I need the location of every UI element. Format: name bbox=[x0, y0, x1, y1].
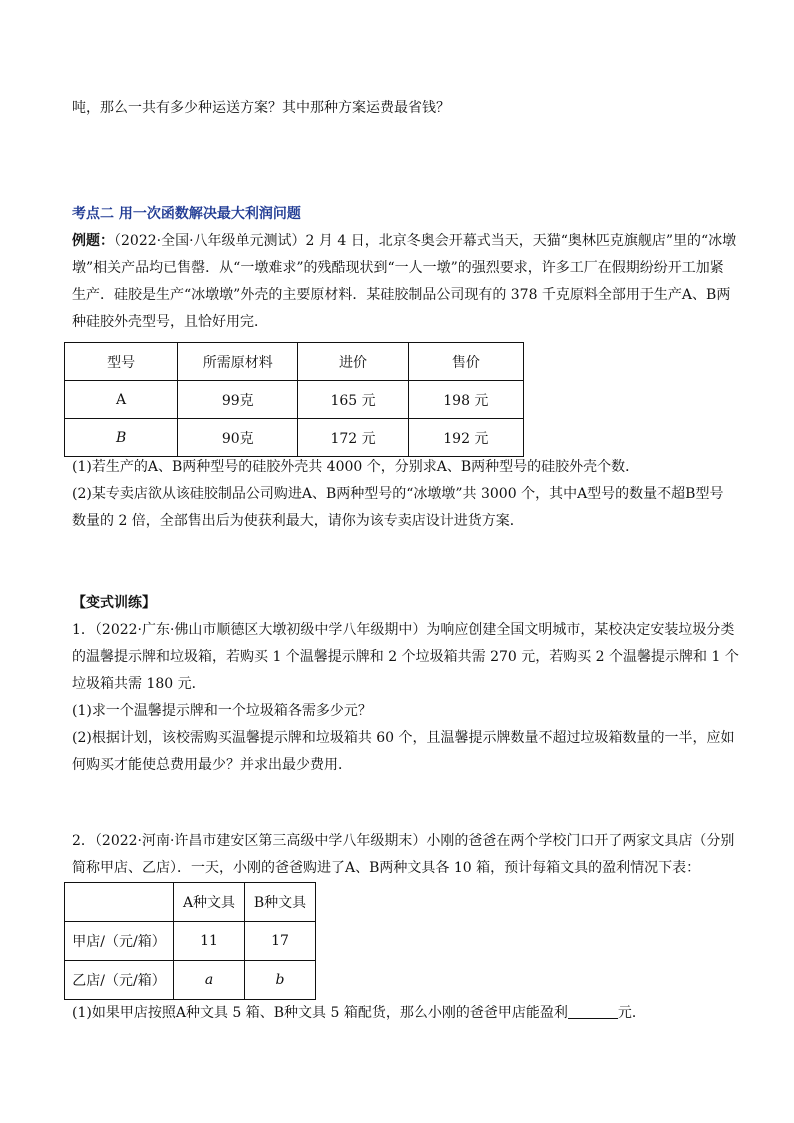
example-line-2: 墩”相关产品均已售罄．从“一墩难求”的残酷现状到“一人一墩”的强烈要求，许多工厂在假期纷纷开工加紧 bbox=[72, 260, 724, 276]
table-cell: 11 bbox=[174, 922, 245, 961]
table-cell: 甲店/（元/箱） bbox=[65, 922, 174, 961]
example-question-2-line-2: 数量的 2 倍，全部售出后为使获利最大，请你为该专卖店设计进货方案． bbox=[72, 513, 524, 529]
table-cell: 192 元 bbox=[408, 419, 523, 457]
table-header-cell bbox=[65, 883, 174, 922]
problem2-line-2: 简称甲店、乙店）．一天，小刚的爸爸购进了A、B两种文具各 10 箱，预计每箱文具的盈利情况下表： bbox=[72, 860, 701, 876]
problem1-line-5: (2)根据计划，该校需购买温馨提示牌和垃圾箱共 60 个，且温馨提示牌数量不超过垃圾箱数量的一半，应如 bbox=[72, 730, 735, 746]
table-cell: A bbox=[65, 381, 178, 419]
table-cell: 乙店/（元/箱） bbox=[65, 961, 174, 1000]
question-text: (1)如果甲店按照A种文具 5 箱、B种文具 5 箱配货，那么小刚的爸爸甲店能盈利 bbox=[72, 1005, 568, 1021]
example-line-4: 种硅胶外壳型号，且恰好用完． bbox=[72, 314, 268, 330]
table-cell: a bbox=[174, 961, 245, 1000]
problem1-line-2: 的温馨提示牌和垃圾箱，若购买 1 个温馨提示牌和 2 个垃圾箱共需 270 元，若购买 2 个温馨提示牌和 1 个 bbox=[72, 649, 739, 665]
answer-blank bbox=[568, 1004, 618, 1019]
problem2-line-1: 2．（2022·河南·许昌市建安区第三高级中学八年级期末）小刚的爸爸在两个学校门口开了两家文具店（分别 bbox=[72, 833, 735, 849]
training-heading: 【变式训练】 bbox=[72, 595, 156, 611]
table-cell: B bbox=[65, 419, 178, 457]
profit-table bbox=[64, 882, 316, 1000]
example-line-1 bbox=[72, 231, 736, 251]
table-cell: 198 元 bbox=[408, 381, 523, 419]
table-cell: 99克 bbox=[178, 381, 298, 419]
table-row bbox=[65, 381, 524, 419]
section-heading: 考点二 用一次函数解决最大利润问题 bbox=[72, 206, 301, 222]
table-row bbox=[65, 419, 524, 457]
problem1-line-1: 1．（2022·广东·佛山市顺德区大墩初级中学八年级期中）为响应创建全国文明城市，某校决定安装垃圾分类 bbox=[72, 622, 735, 638]
table-header-cell: 售价 bbox=[408, 343, 523, 381]
table-row bbox=[65, 922, 316, 961]
table-header-cell: 进价 bbox=[298, 343, 408, 381]
problem2-question-1 bbox=[72, 1003, 646, 1023]
example-line-3: 生产．硅胶是生产“冰墩墩”外壳的主要原材料．某硅胶制品公司现有的 378 千克原料全部用于生产A、B两 bbox=[72, 287, 731, 303]
problem1-line-3: 垃圾箱共需 180 元． bbox=[72, 676, 206, 692]
example-text: （2022·全国·八年级单元测试）2 月 4 日，北京冬奥会开幕式当天，天猫“奥林匹克旗舰店”里的“冰墩 bbox=[114, 233, 737, 249]
table-row bbox=[65, 961, 316, 1000]
example-question-1: (1)若生产的A、B两种型号的硅胶外壳共 4000 个，分别求A、B两种型号的硅胶外壳个数． bbox=[72, 459, 640, 475]
table-header-row bbox=[65, 343, 524, 381]
table-cell: 90克 bbox=[178, 419, 298, 457]
table-cell: b bbox=[245, 961, 316, 1000]
table-cell: 17 bbox=[245, 922, 316, 961]
question-text-suffix: 元． bbox=[617, 1005, 646, 1021]
table-cell: 165 元 bbox=[298, 381, 408, 419]
table-cell: 172 元 bbox=[298, 419, 408, 457]
table-header-cell: A种文具 bbox=[174, 883, 245, 922]
problem1-line-4: (1)求一个温馨提示牌和一个垃圾箱各需多少元？ bbox=[72, 703, 372, 719]
table-header-cell: 型号 bbox=[65, 343, 178, 381]
intro-line: 吨，那么一共有多少种运送方案？其中那种方案运费最省钱？ bbox=[72, 100, 450, 116]
table-header-cell: B种文具 bbox=[245, 883, 316, 922]
problem1-line-6: 何购买才能使总费用最少？并求出最少费用． bbox=[72, 757, 352, 773]
table-header-row bbox=[65, 883, 316, 922]
example-label: 例题： bbox=[72, 233, 114, 249]
table-header-cell: 所需原材料 bbox=[178, 343, 298, 381]
example-question-2-line-1: (2)某专卖店欲从该硅胶制品公司购进A、B两种型号的“冰墩墩”共 3000 个，其中A型号的数量不超B型号 bbox=[72, 486, 724, 502]
materials-table bbox=[64, 342, 524, 457]
